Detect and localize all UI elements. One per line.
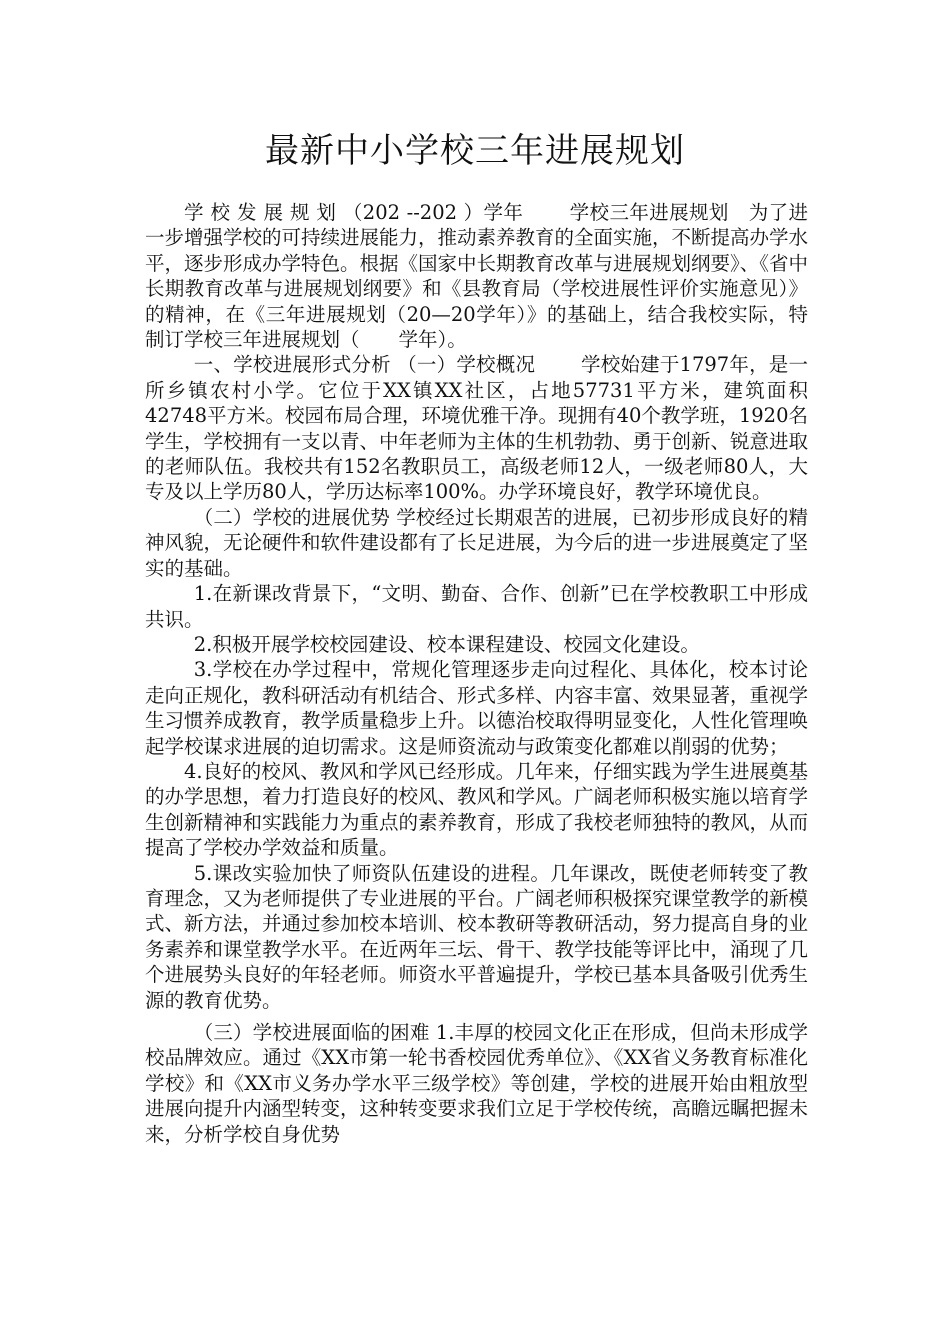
- document-title: 最新中小学校三年进展规划: [265, 131, 685, 171]
- paragraph-item-5: 5.课改实验加快了师资队伍建设的进程。几年课改，既使老师转变了教育理念，又为老师提供了专业进展的平台。广阔老师积极探究课堂教学的新模式、新方法，并通过参加校本培训、校本教研等教研活动，努力提高自身的业务素养和课堂教学水平。在近两年三坛、骨干、教学技能等评比中，涌现了几个进展势头良好的年轻老师。师资水平普遍提升，学校已基本具备吸引优秀生源的教育优势。: [145, 861, 809, 1012]
- paragraph-item-2: 2.积极开展学校校园建设、校本课程建设、校园文化建设。: [193, 632, 700, 656]
- paragraph-school-overview: 一、学校进展形式分析 （一）学校概况 学校始建于1797年，是一所乡镇农村小学。它位于XX镇XX社区，占地57731平方米，建筑面积42748平方米。校园布局合理，环境优雅干净。现拥有40个教学班，1920名学生，学校拥有一支以青、中年老师为主体的生机勃勃、勇于创新、锐意进取的老师队伍。我校共有152名教职员工，高级老师12人，一级老师80人，大专及以上学历80人，学历达标率100%。办学环境良好，教学环境优良。: [145, 353, 809, 504]
- paragraph-advantages: （二）学校的进展优势 学校经过长期艰苦的进展，已初步形成良好的精神风貌，无论硬件和软件建设都有了长足进展，为今后的进一步进展奠定了坚实的基础。: [145, 505, 809, 580]
- paragraph-item-1: 1.在新课改背景下，“文明、勤奋、合作、创新”已在学校教职工中形成共识。: [145, 582, 808, 631]
- document-body: [145, 200, 808, 1147]
- paragraph-item-3: 3.学校在办学过程中，常规化管理逐步走向过程化、具体化，校本讨论走向正规化，教科研活动有机结合、形式多样、内容丰富、效果显著，重视学生习惯养成教育，教学质量稳步上升。以德治校取得明显变化，人性化管理唤起学校谋求进展的迫切需求。这是师资流动与政策变化都难以削弱的优势；: [145, 658, 809, 758]
- paragraph-intro: 学 校 发 展 规 划 （202 --202 ）学年 学校三年进展规划 为了进一步增强学校的可持续进展能力，推动素养教育的全面实施，不断提高办学水平，逐步形成办学特色。根据《国家中长期教育改革与进展规划纲要》、《省中长期教育改革与进展规划纲要》和《县教育局（学校进展性评价实施意见）》的精神，在《三年进展规划（20—20学年）》的基础上，结合我校实际，特制订学校三年进展规划（ 学年）。: [145, 201, 809, 352]
- paragraph-item-4: 4.良好的校风、教风和学风已经形成。几年来，仔细实践为学生进展奠基的办学思想，着力打造良好的校风、教风和学风。广阔老师积极实施以培育学生创新精神和实践能力为重点的素养教育，形成了我校老师独特的教风，从而提高了学校办学效益和质量。: [145, 759, 809, 860]
- paragraph-difficulties: （三）学校进展面临的困难 1.丰厚的校园文化正在形成，但尚未形成学校品牌效应。通过《XX市第一轮书香校园优秀单位》、《XX省义务教育标准化学校》和《XX市义务办学水平三级学校》等创建，学校的进展开始由粗放型进展向提升内涵型转变，这种转变要求我们立足于学校传统，高瞻远瞩把握未来，分析学校自身优势: [145, 1021, 809, 1146]
